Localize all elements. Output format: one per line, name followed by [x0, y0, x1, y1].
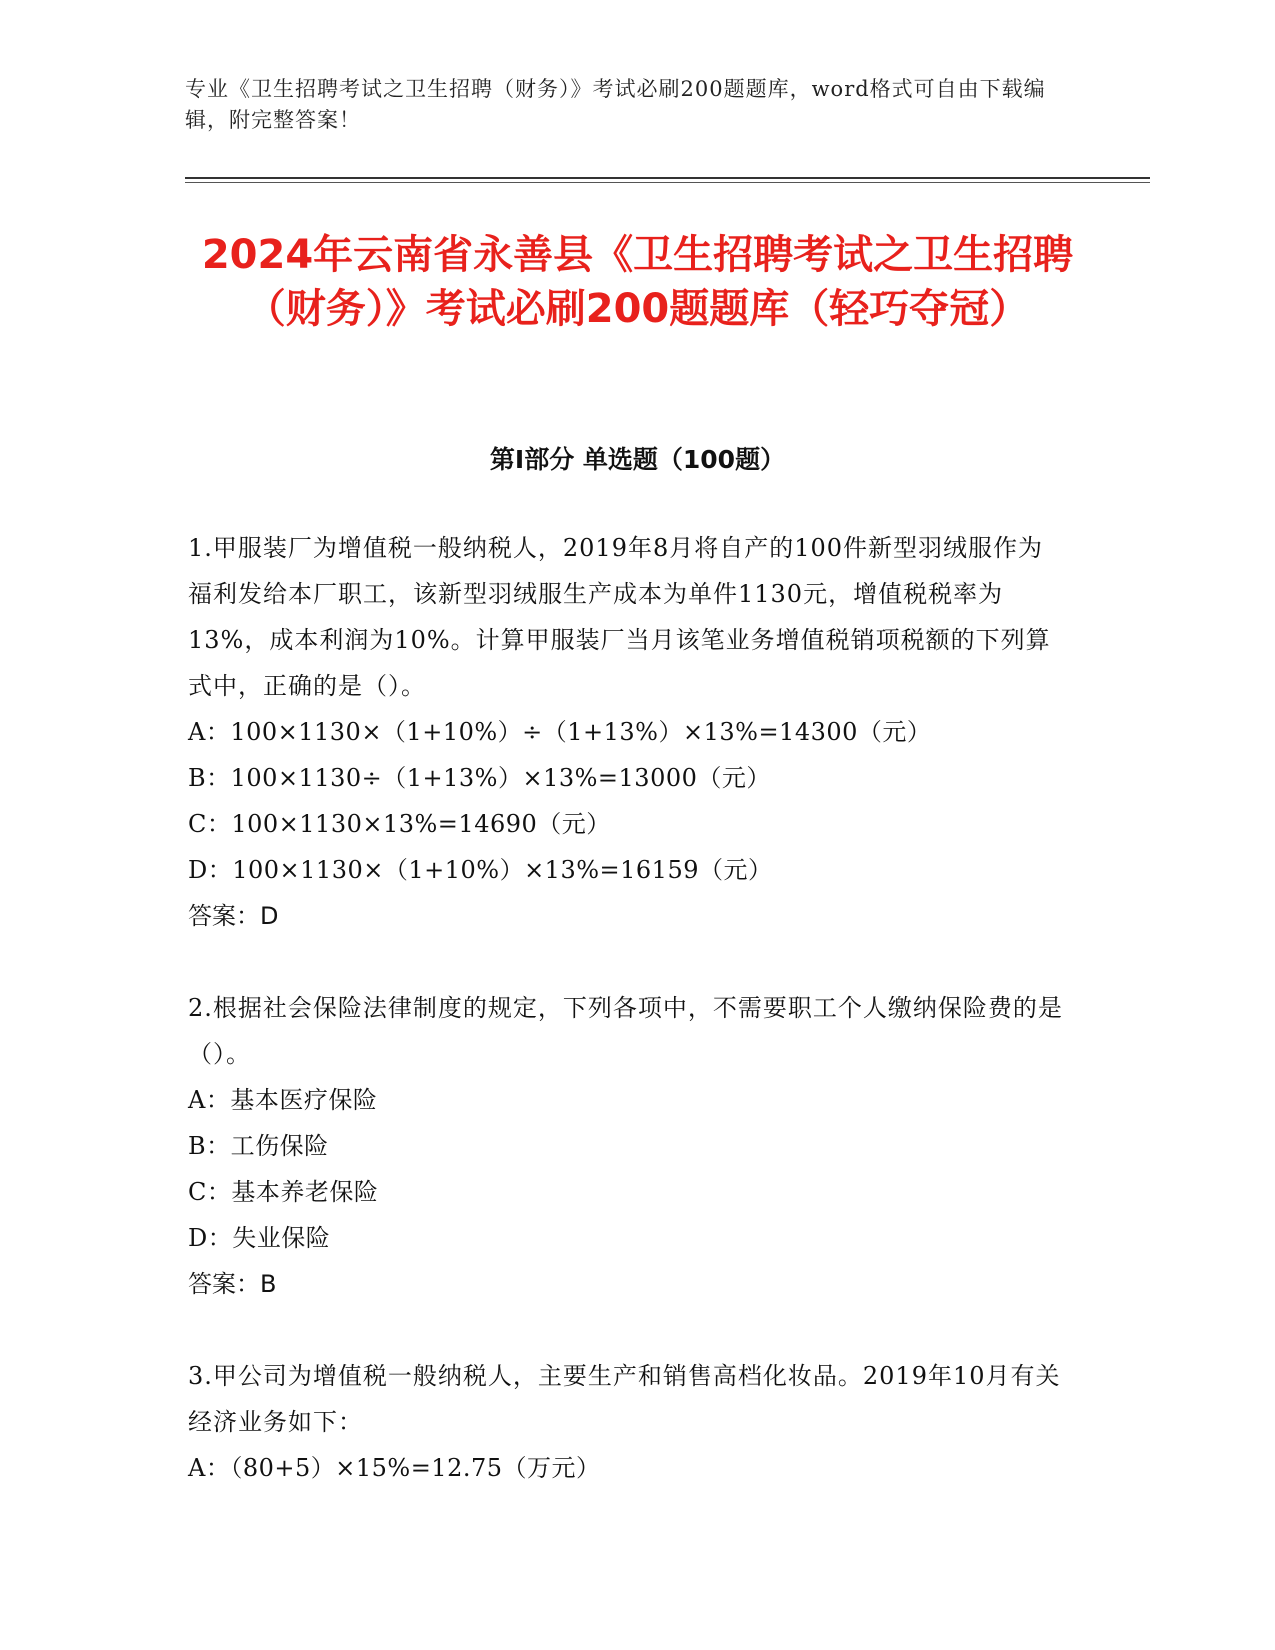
option-b: B：100×1130÷（1+13%）×13%=13000（元） [188, 764, 771, 792]
document-title: 2024年云南省永善县《卫生招聘考试之卫生招聘（财务）》考试必刷200题题库（轻巧夺冠） [201, 232, 1074, 332]
header-divider-thin [185, 182, 1150, 183]
option-a: A：100×1130×（1+10%）÷（1+13%）×13%=14300（元） [188, 718, 932, 746]
question-3 [188, 1353, 1068, 1491]
question-2 [188, 985, 1068, 1307]
option-c: C：基本养老保险 [188, 1178, 379, 1206]
question-stem: 2.根据社会保险法律制度的规定，下列各项中，不需要职工个人缴纳保险费的是（）。 [188, 994, 1063, 1068]
header-divider-thick [185, 177, 1150, 179]
option-a: A：基本医疗保险 [188, 1086, 378, 1114]
option-c: C：100×1130×13%=14690（元） [188, 810, 611, 838]
question-stem: 3.甲公司为增值税一般纳税人，主要生产和销售高档化妆品。2019年10月有关经济业务如下： [188, 1362, 1061, 1436]
header-note: 专业《卫生招聘考试之卫生招聘（财务）》考试必刷200题题库，word格式可自由下载编辑，附完整答案！ [185, 77, 1046, 132]
answer-line: 答案：B [188, 1270, 277, 1298]
answer-line: 答案：D [188, 902, 279, 930]
question-1 [188, 525, 1068, 939]
question-stem: 1.甲服装厂为增值税一般纳税人，2019年8月将自产的100件新型羽绒服作为福利发给本厂职工，该新型羽绒服生产成本为单件1130元，增值税税率为13%，成本利润为10%。计算甲服装厂当月该笔业务增值税销项税额的下列算式中，正确的是（）。 [188, 534, 1051, 700]
option-b: B：工伤保险 [188, 1132, 329, 1160]
option-a: A：（80+5）×15%=12.75（万元） [188, 1454, 601, 1482]
option-d: D：失业保险 [188, 1224, 331, 1252]
option-d: D：100×1130×（1+10%）×13%=16159（元） [188, 856, 773, 884]
question-list [188, 525, 1068, 1537]
section-heading: 第I部分 单选题（100题） [489, 445, 786, 474]
